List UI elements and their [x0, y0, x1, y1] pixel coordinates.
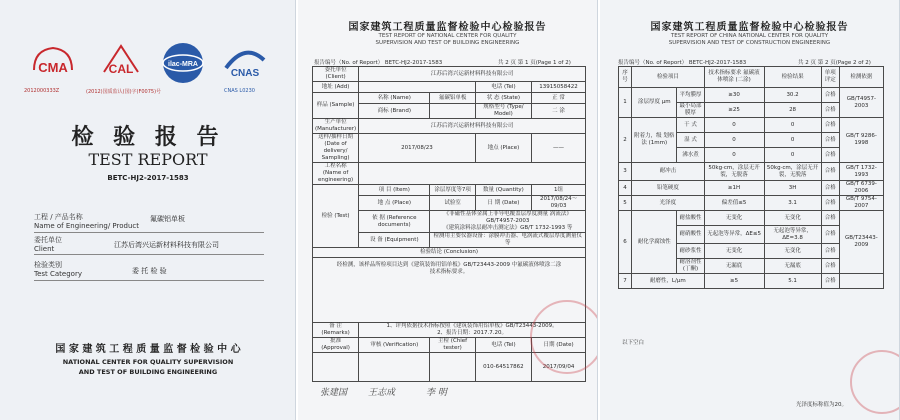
field-category-label: 检验类别 Test Category: [34, 261, 82, 278]
manufacturer-value: 江苏后湾兴运新材料科技有限公司: [359, 119, 586, 134]
state-label: 状 态 (State): [475, 93, 531, 104]
row-no: 4: [619, 181, 632, 196]
cnas-caption: CNAS L0230: [224, 88, 255, 94]
tel-label: 电话 (Tel): [475, 82, 531, 93]
item-label: 项 目 (Item): [359, 185, 430, 196]
page3-subtitle-2: SUPERVISION AND TEST OF CONSTRUCTION ENGINEERING: [668, 40, 831, 46]
row-subitem: 平均膜厚: [677, 88, 704, 103]
page2-subtitle-1: TEST REPORT OF NATIONAL CENTER FOR QUALITY: [378, 33, 517, 39]
field-divider: [34, 254, 264, 255]
row-result: 0: [764, 133, 821, 148]
signature-verification: 王志成: [368, 388, 396, 398]
col-standard: 检测依据: [839, 67, 883, 88]
field-divider: [34, 280, 264, 281]
cnas-logo: [222, 40, 268, 86]
row-item: 涂层厚度 μm: [632, 88, 677, 118]
gloss-note: 光泽度标称值为20。: [796, 402, 847, 408]
row-result: 无变化: [764, 244, 821, 259]
svg-text:ilac-MRA: ilac-MRA: [168, 61, 198, 68]
row-evaluation: 合格: [821, 259, 839, 274]
cal-caption: (2012)国质监认(国)字(F0075)号: [86, 89, 162, 95]
row-evaluation: 合格: [821, 133, 839, 148]
model-value: 二 涂: [532, 104, 586, 119]
name-value: 氟碳铝单板: [430, 93, 475, 104]
table-row: [619, 88, 884, 103]
row-requirement: 0: [704, 133, 764, 148]
report-page-1: [298, 0, 598, 420]
col-evaluation: 单项评定: [821, 67, 839, 88]
place-value: ——: [532, 134, 586, 163]
date-label: 日期 (Date): [532, 338, 586, 353]
row-requirement: ≥1H: [704, 181, 764, 196]
cma-logo: [30, 40, 76, 86]
tel2-value: 010-64517862: [475, 353, 531, 382]
signature-approval: 张建国: [320, 388, 348, 398]
field-client-label: 委托单位 Client: [34, 236, 62, 253]
table-row: [619, 211, 884, 226]
page3-report-no: 报告编号（No. of Report） BETC-HJ2-2017-1583: [618, 60, 747, 66]
row-requirement: 50kg·cm，涂层无开裂，无脱落: [704, 163, 764, 181]
cal-logo: [98, 40, 144, 86]
row-item: 耐磨性，L/μm: [632, 274, 705, 289]
row-result: 5.1: [764, 274, 821, 289]
page3-page-no: 共 2 页 第 2 页(Page 2 of 2): [798, 60, 871, 66]
row-no: 3: [619, 163, 632, 181]
verification-label: 审核 (Verification): [359, 338, 430, 353]
page3-subtitle-1: TEST REPORT OF CHINA NATIONAL CENTER FOR QUALITY: [670, 33, 829, 39]
row-result: 30.2: [764, 88, 821, 103]
engineering-label: 工程名称 (Name of engineering): [313, 163, 359, 185]
row-no: 6: [619, 211, 632, 274]
cover-report-no: BETC-HJ2-2017-1583: [107, 174, 189, 182]
row-requirement: 0: [704, 118, 764, 133]
col-no: 序号: [619, 67, 632, 88]
table-row: [619, 163, 884, 181]
delivery-date-value: 2017/08/23: [359, 134, 476, 163]
row-standard: GB/T 1732-1993: [839, 163, 883, 181]
page2-report-no: 报告编号（No. of Report） BETC-HJ2-2017-1583: [314, 60, 443, 66]
row-evaluation: 合格: [821, 274, 839, 289]
report-page-2: [600, 0, 900, 420]
state-value: 正 常: [532, 93, 586, 104]
row-evaluation: 合格: [821, 226, 839, 244]
row-result: 3H: [764, 181, 821, 196]
reference-label: 依 据 (Reference documents): [359, 211, 430, 233]
row-no: 7: [619, 274, 632, 289]
row-no: 2: [619, 118, 632, 163]
equipment-value: 检测用主要仪器设备：涂膜冲击器、电涡流式覆层厚度测量仪等: [430, 233, 586, 248]
page2-title: 国家建筑工程质量监督检验中心检验报告: [348, 22, 547, 33]
tel-value: 13915058422: [532, 82, 586, 93]
field-product-label: 工程 / 产品名称 Name of Engineering/ Product: [34, 213, 140, 230]
signature-chief: 李 明: [426, 388, 447, 398]
blank-note: 以下空白: [622, 340, 645, 346]
row-standard: GB/T 9754-2007: [839, 196, 883, 211]
test-place-label: 地 点 (Place): [359, 196, 430, 211]
cover-title-cn: 检 验 报 告: [71, 125, 225, 150]
row-requirement: 无变化: [704, 211, 764, 226]
row-requirement: 无变化: [704, 244, 764, 259]
cover-page: [0, 0, 296, 420]
test-date-value: 2017/08/24～09/03: [532, 196, 586, 211]
tel2-label: 电话 (Tel): [475, 338, 531, 353]
row-standard: GB/T 6739-2006: [839, 181, 883, 196]
row-requirement: 0: [704, 148, 764, 163]
remarks-label: 备 注 (Remarks): [313, 323, 359, 338]
quantity-label: 数量 (Quantity): [475, 185, 531, 196]
model-label: 规格型号 (Type/ Model): [475, 104, 531, 119]
svg-text:CMA: CMA: [38, 60, 68, 75]
chief-tester-label: 主检 (Chief tester): [430, 338, 475, 353]
brand-label: 商标 (Brand): [359, 104, 430, 119]
row-no: 5: [619, 196, 632, 211]
row-item: 光泽度: [632, 196, 705, 211]
conclusion-text: 经检测，该样品所检项目达到《建筑装饰用铝单板》GB/T23443-2009 中氟碳液体喷涂二涂 技术指标要求。: [313, 258, 586, 323]
row-item: 耐冲击: [632, 163, 705, 181]
row-subitem: 湿 式: [677, 133, 704, 148]
client-value: 江苏后湾兴运新材料科技有限公司: [359, 67, 586, 82]
table-row: [619, 196, 884, 211]
results-header: [619, 67, 884, 88]
row-result: 28: [764, 103, 821, 118]
cover-footer-en1: NATIONAL CENTER FOR QUALITY SUPERVISION: [62, 358, 234, 366]
quantity-value: 1组: [532, 185, 586, 196]
cma-caption: 2012000333Z: [24, 88, 60, 94]
row-subitem: 耐盐酸性: [677, 211, 704, 226]
results-table: [618, 66, 884, 289]
field-category-value: 委 托 检 验: [132, 267, 167, 275]
row-evaluation: 合格: [821, 196, 839, 211]
row-standard: GB/T23443-2009: [839, 211, 883, 274]
red-stamp: [530, 300, 598, 374]
date-value: 2017/09/04: [532, 353, 586, 382]
page3-title: 国家建筑工程质量监督检验中心检验报告: [650, 22, 849, 33]
row-standard: GB/T4957-2003: [839, 88, 883, 118]
row-result: 50kg·cm，涂层无开裂，无脱落: [764, 163, 821, 181]
row-no: 1: [619, 88, 632, 118]
test-place-value: 试验室: [430, 196, 475, 211]
row-item: 附着力，级 划格法 (1mm): [632, 118, 677, 163]
row-requirement: 无漏底: [704, 259, 764, 274]
conclusion-heading: 检验结论 (Conclusion): [313, 248, 586, 258]
approval-label: 批准 (Approval): [313, 338, 359, 353]
row-result: 无起泡等异常，ΔE=3.8: [764, 226, 821, 244]
delivery-date-label: 送样/抽样日期 (Date of delivery/ Sampling): [313, 134, 359, 163]
cover-title-en: TEST REPORT: [88, 150, 208, 169]
cover-footer-en2: AND TEST OF BUILDING ENGINEERING: [78, 368, 218, 376]
item-value: 涂层厚度等7项: [430, 185, 475, 196]
table-row: [619, 274, 884, 289]
row-result: 3.1: [764, 196, 821, 211]
equipment-label: 设 备 (Equipment): [359, 233, 430, 248]
col-result: 检验结果: [764, 67, 821, 88]
remarks-value: 1、评判依据技术指标按照《建筑装饰用铝单板》GB/T23443-2009。 2、报告日期：2017.7.20。: [359, 323, 586, 338]
row-result: 无漏底: [764, 259, 821, 274]
row-evaluation: 合格: [821, 181, 839, 196]
row-subitem: 沸水煮: [677, 148, 704, 163]
reference-value: 《非磁性基体金属上非导电覆盖层厚度测量 涡流法》GB/T4957-2003 《建筑涂料涂层耐冲击测定法》GB/T 1732-1993 等: [430, 211, 586, 233]
row-subitem: 最小局部膜厚: [677, 103, 704, 118]
row-requirement: ≥5: [704, 274, 764, 289]
row-requirement: ≥25: [704, 103, 764, 118]
row-result: 0: [764, 118, 821, 133]
row-subitem: 耐溶剂性 (丁酮): [677, 259, 704, 274]
col-item: 检验项目: [632, 67, 705, 88]
field-divider: [34, 232, 264, 233]
row-subitem: 干 式: [677, 118, 704, 133]
address-label: 地址 (Add): [313, 82, 359, 93]
row-item: 耐化学腐蚀性: [632, 211, 677, 274]
row-requirement: ≥30: [704, 88, 764, 103]
row-evaluation: 合格: [821, 103, 839, 118]
row-requirement: 偏差值≤5: [704, 196, 764, 211]
svg-text:CAL: CAL: [108, 62, 134, 76]
field-product-value: 氟碳铝单板: [150, 215, 185, 223]
test-label: 检验 (Test): [313, 185, 359, 248]
field-client-value: 江苏后湾兴运新材料科技有限公司: [114, 241, 219, 249]
row-item: 铅笔硬度: [632, 181, 705, 196]
page2-page-no: 共 2 页 第 1 页(Page 1 of 2): [498, 60, 571, 66]
place-label: 地点 (Place): [475, 134, 531, 163]
name-label: 名称 (Name): [359, 93, 430, 104]
row-requirement: 无起泡等异常，ΔE≤5: [704, 226, 764, 244]
test-date-label: 日 期 (Date): [475, 196, 531, 211]
row-result: 无变化: [764, 211, 821, 226]
row-result: 0: [764, 148, 821, 163]
row-standard: [839, 274, 883, 289]
row-evaluation: 合格: [821, 211, 839, 226]
row-subitem: 耐硝酸性: [677, 226, 704, 244]
ilac-mra-logo: [160, 40, 206, 86]
sample-label: 样品 (Sample): [313, 93, 359, 119]
row-evaluation: 合格: [821, 118, 839, 133]
client-label: 委托单位 (Client): [313, 67, 359, 82]
row-evaluation: 合格: [821, 88, 839, 103]
svg-text:CNAS: CNAS: [230, 68, 260, 79]
red-stamp: [850, 350, 900, 414]
row-standard: GB/T 9286-1998: [839, 118, 883, 163]
row-evaluation: 合格: [821, 244, 839, 259]
row-evaluation: 合格: [821, 163, 839, 181]
col-requirement: 技术指标要求 氟碳液体喷涂 (二涂): [704, 67, 764, 88]
page2-subtitle-2: SUPERVISION AND TEST OF BUILDING ENGINEERING: [375, 40, 520, 46]
row-subitem: 耐砂浆性: [677, 244, 704, 259]
row-evaluation: 合格: [821, 148, 839, 163]
table-row: [619, 181, 884, 196]
table-row: [619, 118, 884, 133]
manufacturer-label: 生产单位 (Manufacturer): [313, 119, 359, 134]
cover-footer-cn: 国 家 建 筑 工 程 质 量 监 督 检 验 中 心: [55, 344, 241, 355]
